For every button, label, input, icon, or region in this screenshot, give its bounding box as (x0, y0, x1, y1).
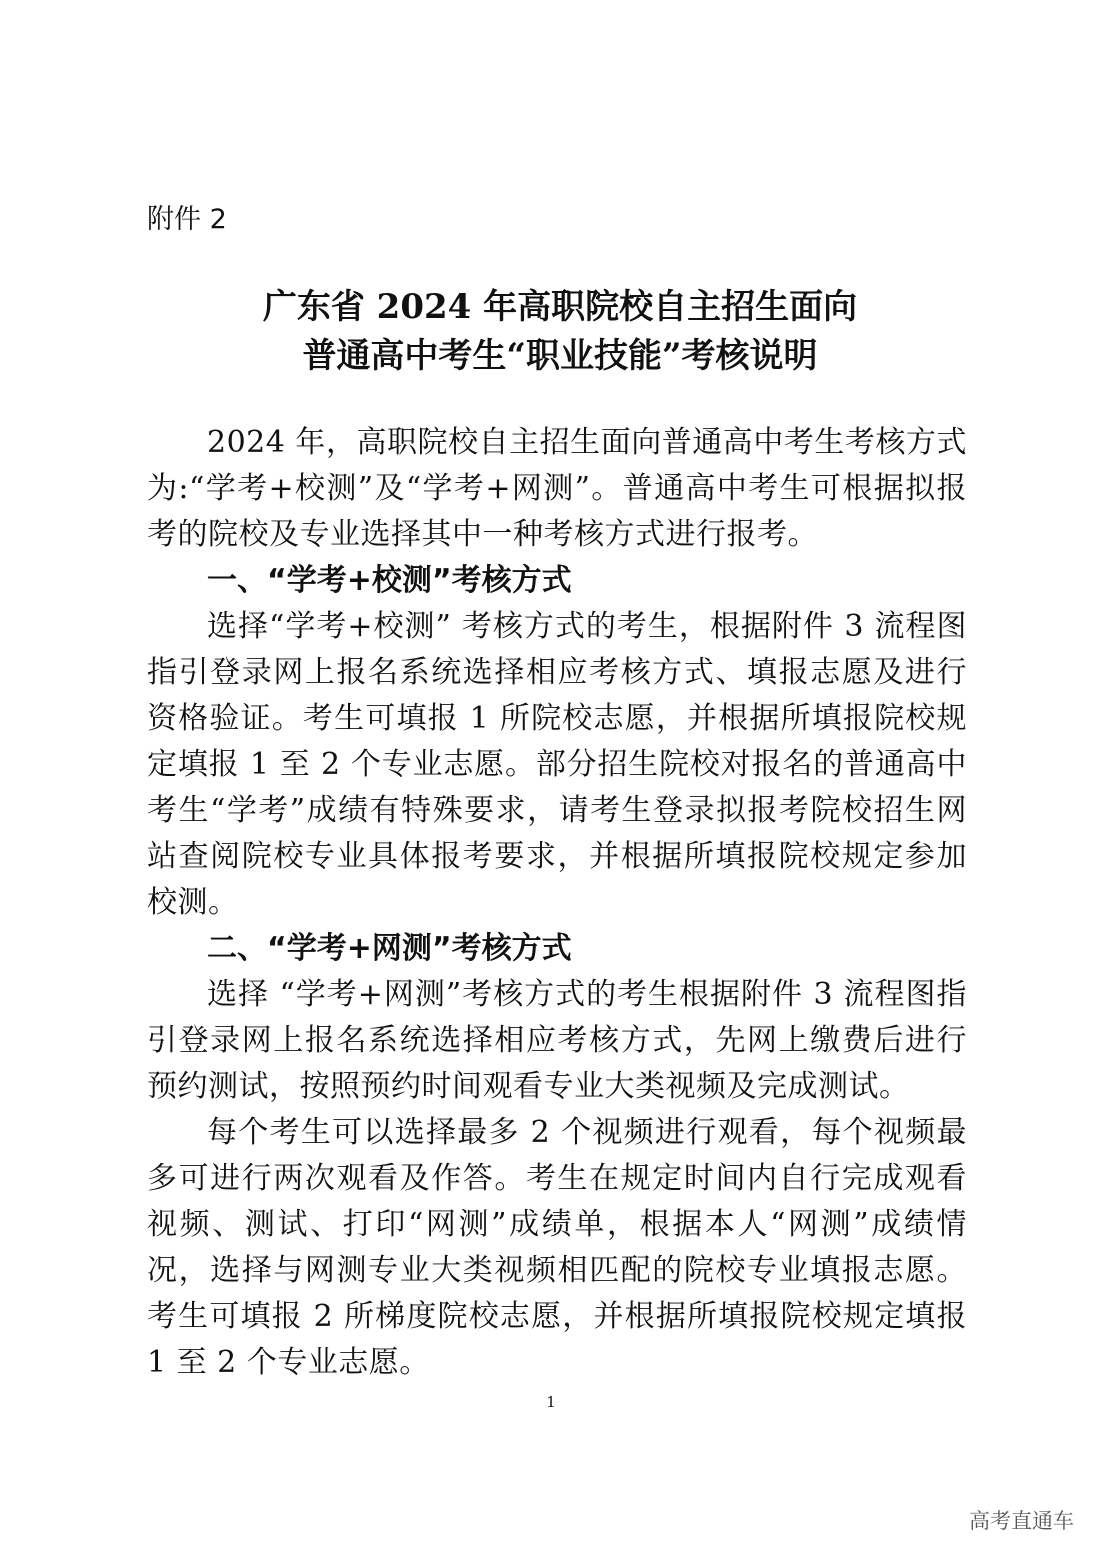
section-2-heading: 二、“学考+网测”考核方式 (207, 931, 572, 966)
watermark: 高考直通车 (969, 1509, 1074, 1533)
document-body (147, 420, 967, 1386)
section-2-paragraph-2: 每个考生可以选择最多 2 个视频进行观看，每个视频最多可进行两次观看及作答。考生在规定时间内自行完成观看视频、测试、打印“网测”成绩单，根据本人“网测”成绩情况，选择与网测专业大类视频相匹配的院校专业填报志愿。考生可填报 2 所梯度院校志愿，并根据所填报院校规定填报 1 至 2 个专业志愿。 (147, 1115, 967, 1380)
section-1-heading: 一、“学考+校测”考核方式 (207, 563, 572, 598)
attachment-label: 附件 2 (147, 204, 227, 235)
title-line-2: 普通高中考生“职业技能”考核说明 (302, 336, 818, 376)
document-title (150, 283, 970, 381)
section-2-paragraph-1: 选择 “学考+网测”考核方式的考生根据附件 3 流程图指引登录网上报名系统选择相应考核方式，先网上缴费后进行预约测试，按照预约时间观看专业大类视频及完成测试。 (147, 977, 967, 1104)
title-line-1: 广东省 2024 年高职院校自主招生面向 (262, 287, 858, 327)
section-1-paragraph: 选择“学考+校测” 考核方式的考生，根据附件 3 流程图指引登录网上报名系统选择相应考核方式、填报志愿及进行资格验证。考生可填报 1 所院校志愿，并根据所填报院校规定填报 1 至 2 个专业志愿。部分招生院校对报名的普通高中考生“学考”成绩有特殊要求，请考生登录拟报考院校招生网站查阅院校专业具体报考要求，并根据所填报院校规定参加校测。 (147, 609, 967, 920)
intro-paragraph: 2024 年，高职院校自主招生面向普通高中考生考核方式为:“学考+校测”及“学考+网测”。普通高中考生可根据拟报考的院校及专业选择其中一种考核方式进行报考。 (147, 425, 967, 552)
page-number: 1 (546, 1393, 556, 1411)
